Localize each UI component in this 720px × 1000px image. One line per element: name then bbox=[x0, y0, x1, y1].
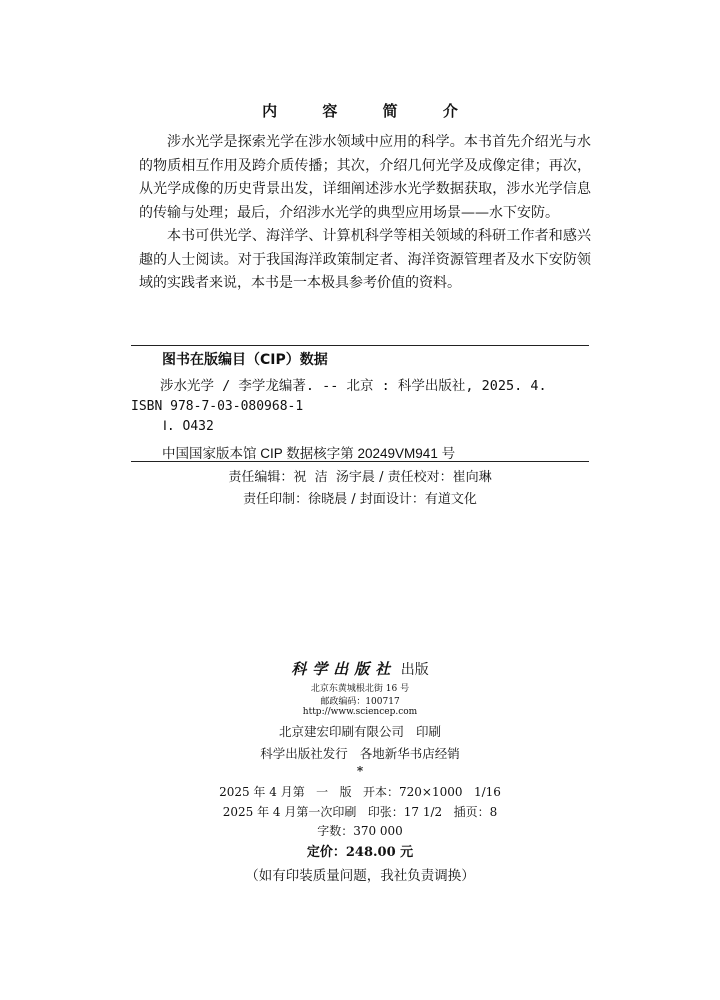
cip-isbn: ISBN 978-7-03-080968-1 bbox=[131, 399, 304, 414]
publisher-website: http://www.sciencep.com bbox=[302, 707, 418, 717]
intro-paragraph: 涉水光学是探索光学在涉水领域中应用的科学。本书首先介绍光与水的物质相互作用及跨介质传播；其次，介绍几何光学及成像定律；再次，从光学成像的历史背景出发，详细阐述涉水光学数据获取，涉水光学信息的传输与处理；最后，介绍涉水光学的典型应用场景——水下安防。 bbox=[139, 134, 591, 221]
publisher-suffix: 出版 bbox=[400, 662, 429, 678]
intro-body bbox=[139, 131, 591, 296]
cip-heading: 图书在版编目（CIP）数据 bbox=[162, 352, 328, 368]
publisher-address: 北京东黄城根北街 16 号 bbox=[310, 684, 410, 694]
publisher-line bbox=[0, 658, 720, 679]
printer-line: 北京建宏印刷有限公司 印刷 bbox=[279, 724, 441, 739]
intro-title: 内 容 简 介 bbox=[262, 102, 478, 120]
cip-bottom-rule bbox=[131, 461, 589, 462]
editor-credits: 责任编辑：祝 洁 汤宇晨 / 责任校对：崔向琳 bbox=[228, 470, 492, 485]
separator-star: * bbox=[356, 764, 364, 778]
intro-paragraph: 本书可供光学、海洋学、计算机科学等相关领域的科研工作者和感兴趣的人士阅读。对于我国海洋政策制定者、海洋资源管理者及水下安防领域的实践者来说，本书是一本极具参考价值的资料。 bbox=[139, 228, 591, 291]
production-credits: 责任印制：徐晓晨 / 封面设计：有道文化 bbox=[243, 492, 477, 507]
printing-line: 2025 年 4 月第一次印刷 印张：17 1/2 插页：8 bbox=[222, 805, 498, 819]
price-line: 定价：248.00 元 bbox=[306, 845, 414, 860]
publisher-logo: 科学出版社 bbox=[291, 660, 397, 678]
cip-record-number: 中国国家版本馆 CIP 数据核字第 20249VM941 号 bbox=[162, 446, 456, 461]
cip-top-rule bbox=[131, 345, 589, 346]
distribution-line: 科学出版社发行 各地新华书店经销 bbox=[260, 746, 460, 761]
quality-notice: （如有印装质量问题，我社负责调换） bbox=[245, 868, 475, 884]
word-count-line: 字数：370 000 bbox=[317, 824, 403, 838]
edition-line: 2025 年 4 月第 一 版 开本：720×1000 1/16 bbox=[219, 785, 501, 799]
publisher-postcode: 邮政编码：100717 bbox=[320, 697, 400, 707]
cip-entry: 涉水光学 / 李学龙编著. -- 北京 : 科学出版社, 2025. 4. bbox=[160, 378, 547, 394]
cip-classification: Ⅰ. O432 bbox=[163, 419, 214, 434]
